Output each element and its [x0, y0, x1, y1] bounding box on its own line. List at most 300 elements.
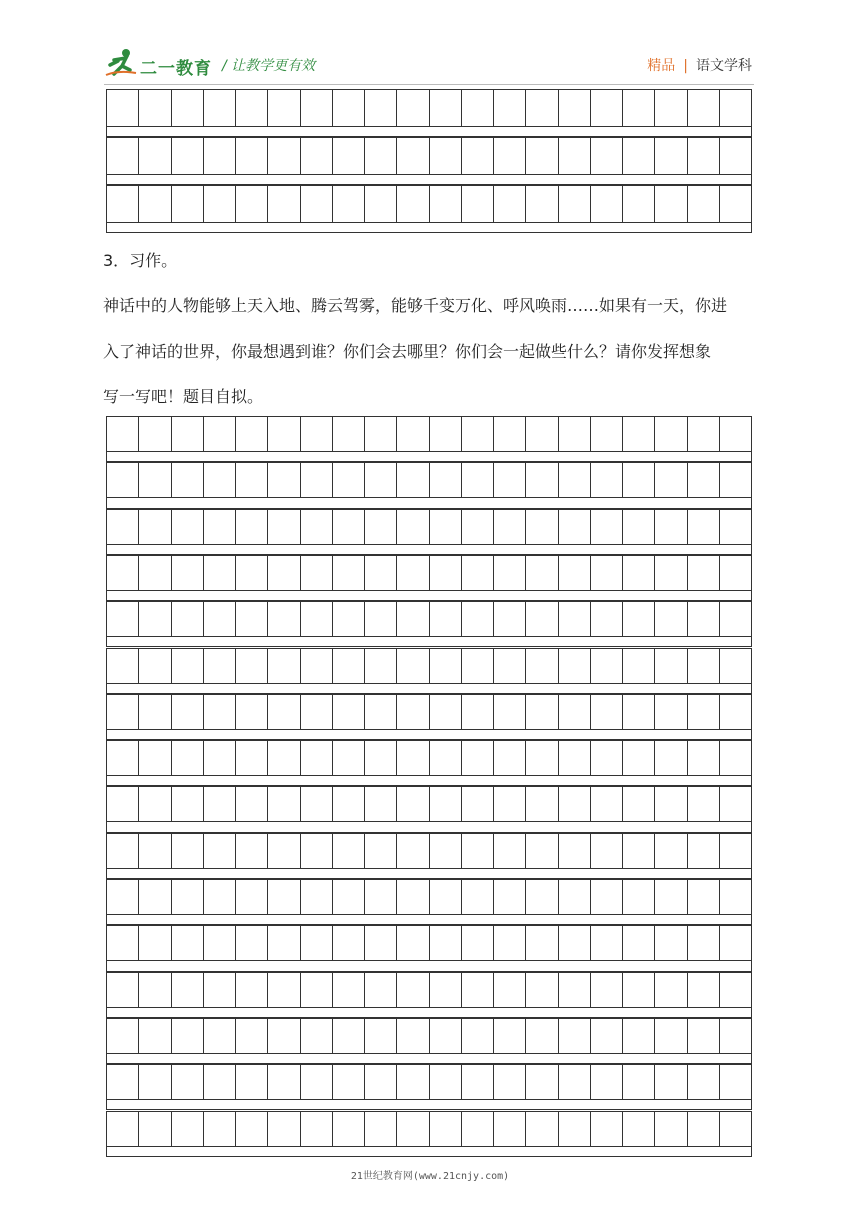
grid-cell: [139, 510, 171, 544]
grid-cell: [591, 649, 623, 683]
grid-cell: [268, 602, 300, 636]
grid-cell: [397, 417, 429, 451]
grid-row-gap: [106, 821, 752, 832]
grid-cell: [559, 649, 591, 683]
grid-cell: [268, 695, 300, 729]
grid-cell: [172, 1112, 204, 1146]
grid-cell: [430, 510, 462, 544]
grid-cell: [301, 649, 333, 683]
grid-cell: [526, 926, 558, 960]
grid-cell: [720, 834, 751, 868]
grid-cell: [172, 649, 204, 683]
grid-cell: [268, 510, 300, 544]
grid-cell: [623, 973, 655, 1007]
grid-cell: [236, 417, 268, 451]
grid-cell: [430, 463, 462, 497]
grid-cell: [107, 1019, 139, 1053]
grid-cell: [526, 1112, 558, 1146]
grid-cell: [494, 186, 526, 222]
grid-row-gap: [106, 775, 752, 786]
grid-row-gap: [106, 960, 752, 971]
grid-cell: [333, 787, 365, 821]
grid-row-gap: [106, 683, 752, 694]
grid-cell: [236, 649, 268, 683]
grid-cell: [333, 138, 365, 174]
grid-cell: [365, 556, 397, 590]
grid-row: [106, 1018, 752, 1054]
grid-cell: [397, 138, 429, 174]
grid-cell: [655, 510, 687, 544]
grid-cell: [139, 1019, 171, 1053]
grid-cell: [462, 926, 494, 960]
grid-cell: [526, 1019, 558, 1053]
grid-cell: [107, 417, 139, 451]
grid-cell: [301, 602, 333, 636]
grid-cell: [365, 1112, 397, 1146]
grid-cell: [623, 417, 655, 451]
grid-cell: [720, 1065, 751, 1099]
grid-cell: [526, 649, 558, 683]
grid-cell: [139, 556, 171, 590]
grid-cell: [397, 1112, 429, 1146]
grid-cell: [559, 556, 591, 590]
grid-cell: [688, 741, 720, 775]
grid-cell: [720, 186, 751, 222]
grid-cell: [462, 510, 494, 544]
grid-cell: [623, 602, 655, 636]
logo-text: 二一教育: [140, 59, 212, 79]
grid-cell: [139, 926, 171, 960]
grid-cell: [623, 556, 655, 590]
grid-cell: [559, 880, 591, 914]
grid-cell: [559, 510, 591, 544]
grid-cell: [720, 741, 751, 775]
grid-cell: [236, 138, 268, 174]
grid-cell: [172, 834, 204, 868]
grid-cell: [236, 510, 268, 544]
grid-cell: [333, 510, 365, 544]
grid-cell: [655, 417, 687, 451]
grid-cell: [655, 1019, 687, 1053]
grid-row: [106, 694, 752, 730]
grid-cell: [107, 834, 139, 868]
grid-cell: [494, 556, 526, 590]
grid-cell: [688, 1112, 720, 1146]
grid-cell: [688, 510, 720, 544]
runner-logo-icon: [104, 48, 138, 78]
grid-cell: [172, 1019, 204, 1053]
grid-row: [106, 925, 752, 961]
grid-cell: [268, 649, 300, 683]
grid-cell: [655, 973, 687, 1007]
grid-cell: [397, 186, 429, 222]
grid-cell: [655, 649, 687, 683]
grid-cell: [623, 138, 655, 174]
grid-cell: [559, 186, 591, 222]
grid-cell: [430, 1019, 462, 1053]
grid-cell: [655, 556, 687, 590]
grid-row-gap: [106, 451, 752, 462]
grid-cell: [720, 138, 751, 174]
grid-row-gap: [106, 222, 752, 233]
grid-cell: [365, 695, 397, 729]
grid-cell: [236, 787, 268, 821]
grid-row: [106, 462, 752, 498]
grid-cell: [397, 602, 429, 636]
grid-cell: [688, 138, 720, 174]
grid-cell: [462, 880, 494, 914]
grid-cell: [301, 787, 333, 821]
grid-row: [106, 555, 752, 591]
grid-row: [106, 833, 752, 869]
grid-cell: [655, 695, 687, 729]
grid-cell: [268, 880, 300, 914]
grid-cell: [462, 417, 494, 451]
grid-cell: [301, 1112, 333, 1146]
grid-cell: [365, 834, 397, 868]
grid-cell: [236, 741, 268, 775]
grid-cell: [494, 602, 526, 636]
grid-cell: [623, 695, 655, 729]
grid-cell: [172, 90, 204, 126]
grid-cell: [430, 741, 462, 775]
grid-cell: [204, 138, 236, 174]
grid-cell: [365, 510, 397, 544]
grid-cell: [107, 90, 139, 126]
grid-cell: [462, 741, 494, 775]
grid-row-gap: [106, 1007, 752, 1018]
grid-cell: [333, 602, 365, 636]
grid-cell: [139, 973, 171, 1007]
grid-cell: [107, 926, 139, 960]
grid-cell: [494, 973, 526, 1007]
grid-cell: [172, 741, 204, 775]
grid-cell: [591, 602, 623, 636]
grid-cell: [365, 138, 397, 174]
grid-cell: [236, 90, 268, 126]
grid-cell: [365, 1065, 397, 1099]
grid-cell: [107, 741, 139, 775]
grid-cell: [139, 463, 171, 497]
grid-cell: [720, 602, 751, 636]
grid-row-gap: [106, 590, 752, 601]
grid-cell: [688, 926, 720, 960]
grid-cell: [655, 1112, 687, 1146]
grid-cell: [688, 1019, 720, 1053]
grid-cell: [301, 973, 333, 1007]
grid-cell: [526, 695, 558, 729]
prompt-line-1: 神话中的人物能够上天入地、腾云驾雾，能够千变万化、呼风唤雨……如果有一天，你进: [103, 296, 728, 315]
grid-cell: [688, 90, 720, 126]
grid-cell: [559, 1065, 591, 1099]
grid-cell: [430, 556, 462, 590]
grid-cell: [172, 510, 204, 544]
grid-cell: [688, 463, 720, 497]
grid-cell: [623, 186, 655, 222]
grid-cell: [591, 90, 623, 126]
grid-cell: [365, 880, 397, 914]
grid-cell: [397, 880, 429, 914]
grid-cell: [139, 138, 171, 174]
grid-cell: [301, 90, 333, 126]
grid-cell: [333, 417, 365, 451]
grid-cell: [268, 1065, 300, 1099]
grid-cell: [333, 463, 365, 497]
grid-cell: [107, 880, 139, 914]
grid-cell: [526, 1065, 558, 1099]
grid-cell: [172, 695, 204, 729]
grid-cell: [623, 463, 655, 497]
grid-row-gap: [106, 497, 752, 508]
grid-cell: [397, 463, 429, 497]
grid-cell: [107, 556, 139, 590]
grid-cell: [268, 556, 300, 590]
grid-cell: [268, 787, 300, 821]
grid-cell: [204, 1065, 236, 1099]
grid-cell: [688, 973, 720, 1007]
grid-cell: [655, 1065, 687, 1099]
grid-cell: [268, 834, 300, 868]
grid-cell: [172, 973, 204, 1007]
grid-row: [106, 972, 752, 1008]
grid-cell: [172, 556, 204, 590]
grid-cell: [365, 926, 397, 960]
grid-cell: [688, 1065, 720, 1099]
grid-cell: [526, 973, 558, 1007]
grid-cell: [107, 973, 139, 1007]
grid-cell: [172, 602, 204, 636]
grid-row-gap: [106, 914, 752, 925]
grid-cell: [559, 417, 591, 451]
grid-cell: [236, 834, 268, 868]
grid-cell: [720, 1019, 751, 1053]
grid-cell: [462, 556, 494, 590]
grid-cell: [559, 90, 591, 126]
grid-row: [106, 509, 752, 545]
grid-cell: [365, 787, 397, 821]
grid-cell: [688, 787, 720, 821]
grid-cell: [559, 741, 591, 775]
grid-cell: [494, 1065, 526, 1099]
prompt-line-3: 写一写吧！题目自拟。: [103, 387, 264, 406]
grid-cell: [268, 186, 300, 222]
grid-cell: [301, 417, 333, 451]
grid-cell: [139, 880, 171, 914]
grid-cell: [204, 463, 236, 497]
grid-cell: [333, 1019, 365, 1053]
grid-cell: [236, 463, 268, 497]
grid-cell: [720, 417, 751, 451]
grid-cell: [139, 1112, 171, 1146]
grid-cell: [526, 90, 558, 126]
grid-cell: [623, 1112, 655, 1146]
grid-row-gap: [106, 636, 752, 647]
grid-row-gap: [106, 544, 752, 555]
grid-cell: [559, 463, 591, 497]
grid-cell: [655, 90, 687, 126]
grid-cell: [365, 90, 397, 126]
grid-cell: [526, 556, 558, 590]
grid-cell: [591, 556, 623, 590]
grid-cell: [172, 186, 204, 222]
grid-cell: [494, 880, 526, 914]
grid-cell: [430, 90, 462, 126]
grid-cell: [591, 1065, 623, 1099]
grid-cell: [559, 926, 591, 960]
grid-cell: [462, 138, 494, 174]
grid-cell: [236, 602, 268, 636]
grid-cell: [591, 1112, 623, 1146]
grid-cell: [365, 1019, 397, 1053]
grid-cell: [107, 1065, 139, 1099]
grid-cell: [688, 649, 720, 683]
grid-cell: [430, 787, 462, 821]
grid-cell: [236, 556, 268, 590]
grid-cell: [301, 1065, 333, 1099]
grid-cell: [365, 649, 397, 683]
grid-cell: [591, 186, 623, 222]
grid-cell: [172, 787, 204, 821]
grid-cell: [559, 973, 591, 1007]
grid-row-gap: [106, 126, 752, 137]
grid-cell: [268, 90, 300, 126]
grid-cell: [688, 695, 720, 729]
grid-cell: [462, 90, 494, 126]
grid-cell: [559, 1112, 591, 1146]
grid-cell: [107, 602, 139, 636]
grid-cell: [204, 741, 236, 775]
grid-cell: [107, 463, 139, 497]
grid-cell: [720, 695, 751, 729]
grid-cell: [655, 138, 687, 174]
grid-cell: [139, 741, 171, 775]
grid-cell: [365, 741, 397, 775]
grid-cell: [236, 880, 268, 914]
grid-cell: [591, 695, 623, 729]
grid-cell: [688, 834, 720, 868]
grid-cell: [462, 1112, 494, 1146]
grid-cell: [204, 787, 236, 821]
grid-cell: [139, 417, 171, 451]
grid-cell: [591, 417, 623, 451]
grid-cell: [591, 926, 623, 960]
grid-cell: [720, 463, 751, 497]
grid-cell: [655, 186, 687, 222]
grid-cell: [462, 973, 494, 1007]
grid-cell: [397, 649, 429, 683]
grid-cell: [462, 1019, 494, 1053]
grid-cell: [655, 741, 687, 775]
grid-cell: [430, 973, 462, 1007]
grid-cell: [365, 463, 397, 497]
grid-cell: [301, 880, 333, 914]
grid-cell: [720, 556, 751, 590]
grid-cell: [526, 463, 558, 497]
brand-label: 精品: [647, 58, 676, 74]
grid-cell: [204, 186, 236, 222]
grid-cell: [268, 138, 300, 174]
grid-cell: [623, 880, 655, 914]
grid-cell: [462, 649, 494, 683]
grid-cell: [494, 649, 526, 683]
grid-cell: [172, 880, 204, 914]
grid-cell: [720, 787, 751, 821]
grid-cell: [720, 510, 751, 544]
grid-cell: [462, 186, 494, 222]
page-header: [104, 44, 754, 84]
grid-cell: [559, 787, 591, 821]
grid-cell: [526, 138, 558, 174]
grid-cell: [462, 1065, 494, 1099]
grid-cell: [268, 1019, 300, 1053]
question-title: 3．习作。: [103, 251, 178, 270]
writing-grid-top: [106, 89, 752, 237]
grid-cell: [430, 880, 462, 914]
grid-cell: [301, 510, 333, 544]
header-separator: |: [683, 58, 688, 74]
grid-cell: [462, 834, 494, 868]
grid-cell: [172, 417, 204, 451]
grid-cell: [172, 463, 204, 497]
grid-cell: [623, 834, 655, 868]
grid-cell: [301, 834, 333, 868]
grid-cell: [236, 1019, 268, 1053]
grid-cell: [720, 973, 751, 1007]
grid-row: [106, 1064, 752, 1100]
grid-cell: [430, 1065, 462, 1099]
grid-cell: [397, 834, 429, 868]
writing-grid-main: [106, 416, 752, 1156]
grid-cell: [107, 510, 139, 544]
grid-cell: [236, 973, 268, 1007]
grid-cell: [301, 741, 333, 775]
grid-cell: [591, 973, 623, 1007]
grid-cell: [655, 926, 687, 960]
grid-cell: [720, 1112, 751, 1146]
grid-cell: [107, 138, 139, 174]
grid-cell: [494, 463, 526, 497]
grid-cell: [172, 1065, 204, 1099]
grid-cell: [107, 186, 139, 222]
grid-cell: [397, 926, 429, 960]
grid-cell: [494, 741, 526, 775]
grid-cell: [623, 649, 655, 683]
grid-cell: [204, 973, 236, 1007]
grid-row-gap: [106, 174, 752, 185]
grid-row: [106, 648, 752, 684]
grid-cell: [397, 973, 429, 1007]
grid-cell: [397, 787, 429, 821]
grid-cell: [139, 834, 171, 868]
subject-label: 语文学科: [696, 58, 752, 74]
grid-cell: [139, 90, 171, 126]
grid-row: [106, 137, 752, 175]
grid-cell: [301, 186, 333, 222]
grid-cell: [623, 1019, 655, 1053]
grid-cell: [559, 602, 591, 636]
grid-cell: [494, 695, 526, 729]
grid-cell: [107, 1112, 139, 1146]
grid-cell: [655, 834, 687, 868]
grid-cell: [204, 510, 236, 544]
grid-cell: [720, 90, 751, 126]
grid-cell: [236, 1112, 268, 1146]
grid-cell: [591, 510, 623, 544]
grid-cell: [688, 880, 720, 914]
grid-cell: [430, 602, 462, 636]
grid-cell: [494, 138, 526, 174]
grid-cell: [688, 417, 720, 451]
